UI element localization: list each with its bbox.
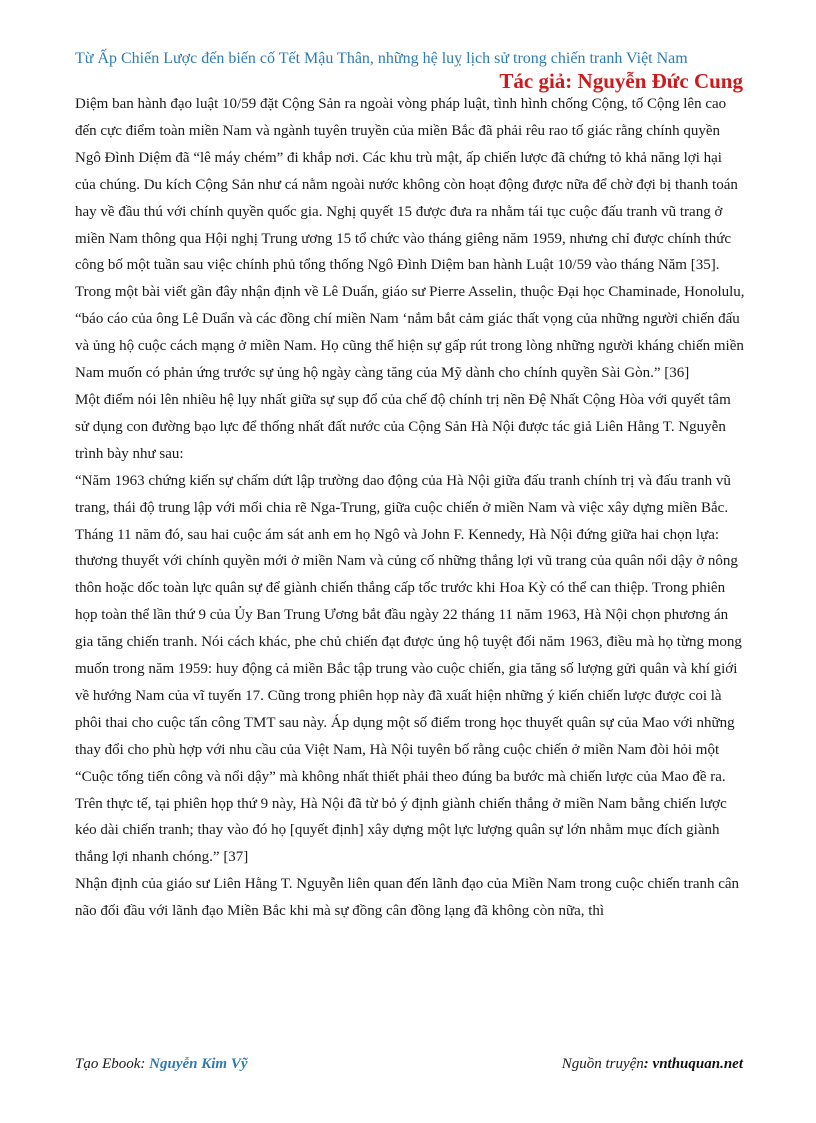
ebook-creator-name: Nguyễn Kim Vỹ [149,1056,248,1072]
ebook-separator: : [140,1056,150,1072]
paragraph: Diệm ban hành đạo luật 10/59 đặt Cộng Sản ra ngoài vòng pháp luật, tình hình chống Cộng, tố Cộng lên cao đến cực điểm toàn miền Nam và ngành tuyên truyền của miền Bắc đã phải rêu rao tố giác rằng chính quyền Ngô Đình Diệm đã “lê máy chém” đi khắp nơi. Các khu trù mật, ấp chiến lược đã chứng tỏ khả năng lợi hại của chúng. Du kích Cộng Sản như cá nằm ngoài nước không còn hoạt động được nữa để chờ đợi bị thanh toán hay về đầu thú với chính quyền quốc gia. Nghị quyết 15 được đưa ra nhằm tái tục cuộc đấu tranh vũ trang ở miền Nam thông qua Hội nghị Trung ương 15 tổ chức vào tháng giêng năm 1959, nhưng chỉ được chính thức công bố một tuần sau việc chính phủ tổng thống Ngô Đình Diệm ban hành Luật 10/59 vào tháng Năm [35]. [75,96,738,274]
page-header [75,48,743,92]
source-credit [562,1056,743,1073]
source-site-name: vnthuquan.net [652,1056,743,1072]
page-body [75,91,745,925]
source-separator: : [643,1056,653,1072]
ebook-credit [75,1056,248,1073]
paragraph: Trong một bài viết gần đây nhận định về Lê Duẩn, giáo sư Pierre Asselin, thuộc Đại học Chaminade, Honolulu, “báo cáo của ông Lê Duẩn và các đồng chí miền Nam ‘nắm bắt cảm giác thất vọng của những người chiến đấu và ủng hộ cuộc cách mạng ở miền Nam. Họ cũng thể hiện sự gấp rút trong lòng những người kháng chiến miền Nam muốn có phản ứng trước sự ủng hộ ngày càng tăng của Mỹ dành cho chính quyền Sài Gòn.” [36] [75,284,745,382]
ebook-label: Tạo Ebook [75,1056,141,1072]
quoted-paragraph: “Năm 1963 chứng kiến sự chấm dứt lập trường dao động của Hà Nội giữa đấu tranh chính trị và đấu tranh vũ trang, thái độ trung lập với mối chia rẽ Nga-Trung, giữa cuộc chiến ở miền Nam và việc xây dựng miền Bắc. Tháng 11 năm đó, sau hai cuộc ám sát anh em họ Ngô và John F. Kennedy, Hà Nội đứng giữa hai chọn lựa: thương thuyết với chính quyền mới ở miền Nam và củng cố những thắng lợi vũ trang của quân nổi dậy ở nông thôn hoặc dốc toàn lực quân sự để giành chiến thắng cấp tốc trước khi Hoa Kỳ có thể can thiệp. Trong phiên họp toàn thể lần thứ 9 của Ủy Ban Trung Ương bắt đầu ngày 22 tháng 11 năm 1963, Hà Nội chọn phương án gia tăng chiến tranh. Nói cách khác, phe chủ chiến đạt được ủng hộ tuyệt đối năm 1963, điều mà họ từng mong muốn trong năm 1959: huy động cả miền Bắc tập trung vào cuộc chiến, gia tăng số lượng gửi quân và khí giới về hướng Nam của vĩ tuyến 17. Cũng trong phiên họp này đã xuất hiện những ý kiến chiến lược được coi là phôi thai cho cuộc tấn công TMT sau này. Áp dụng một số điểm trong học thuyết quân sự của Mao với những thay đổi cho phù hợp với nhu cầu của Việt Nam, Hà Nội tuyên bố rằng cuộc chiến ở miền Nam đòi hỏi một “Cuộc tổng tiến công và nổi dậy” mà không nhất thiết phải theo đúng ba bước mà chiến lược của Mao đề ra. Trên thực tế, tại phiên họp thứ 9 này, Hà Nội đã từ bỏ ý định giành chiến thắng ở miền Nam bằng chiến lược kéo dài chiến tranh; thay vào đó họ [quyết định] xây dựng một lực lượng quân sự lớn nhằm mục đích giành thắng lợi nhanh chóng.” [37] [75,472,742,866]
book-title: Từ Ấp Chiến Lược đến biến cố Tết Mậu Thân, những hệ luỵ lịch sử trong chiến tranh Việt Nam [75,50,688,67]
page-footer [75,1056,743,1076]
paragraph: Nhận định của giáo sư Liên Hằng T. Nguyễn liên quan đến lãnh đạo của Miền Nam trong cuộc chiến tranh cân não đối đầu với lãnh đạo Miền Bắc khi mà sự đồng cân đồng lạng đã không còn nữa, thì [75,876,740,920]
paragraph: Một điểm nói lên nhiều hệ lụy nhất giữa sự sụp đổ của chế độ chính trị nền Đệ Nhất Cộng Hòa với quyết tâm sử dụng con đường bạo lực để thống nhất đất nước của Cộng Sản Hà Nội được tác giả Liên Hằng T. Nguyễn trình bày như sau: [75,391,731,462]
source-label: Nguồn truyện [561,1056,644,1072]
author-credit: Tác giả: Nguyễn Đức Cung [499,69,743,93]
